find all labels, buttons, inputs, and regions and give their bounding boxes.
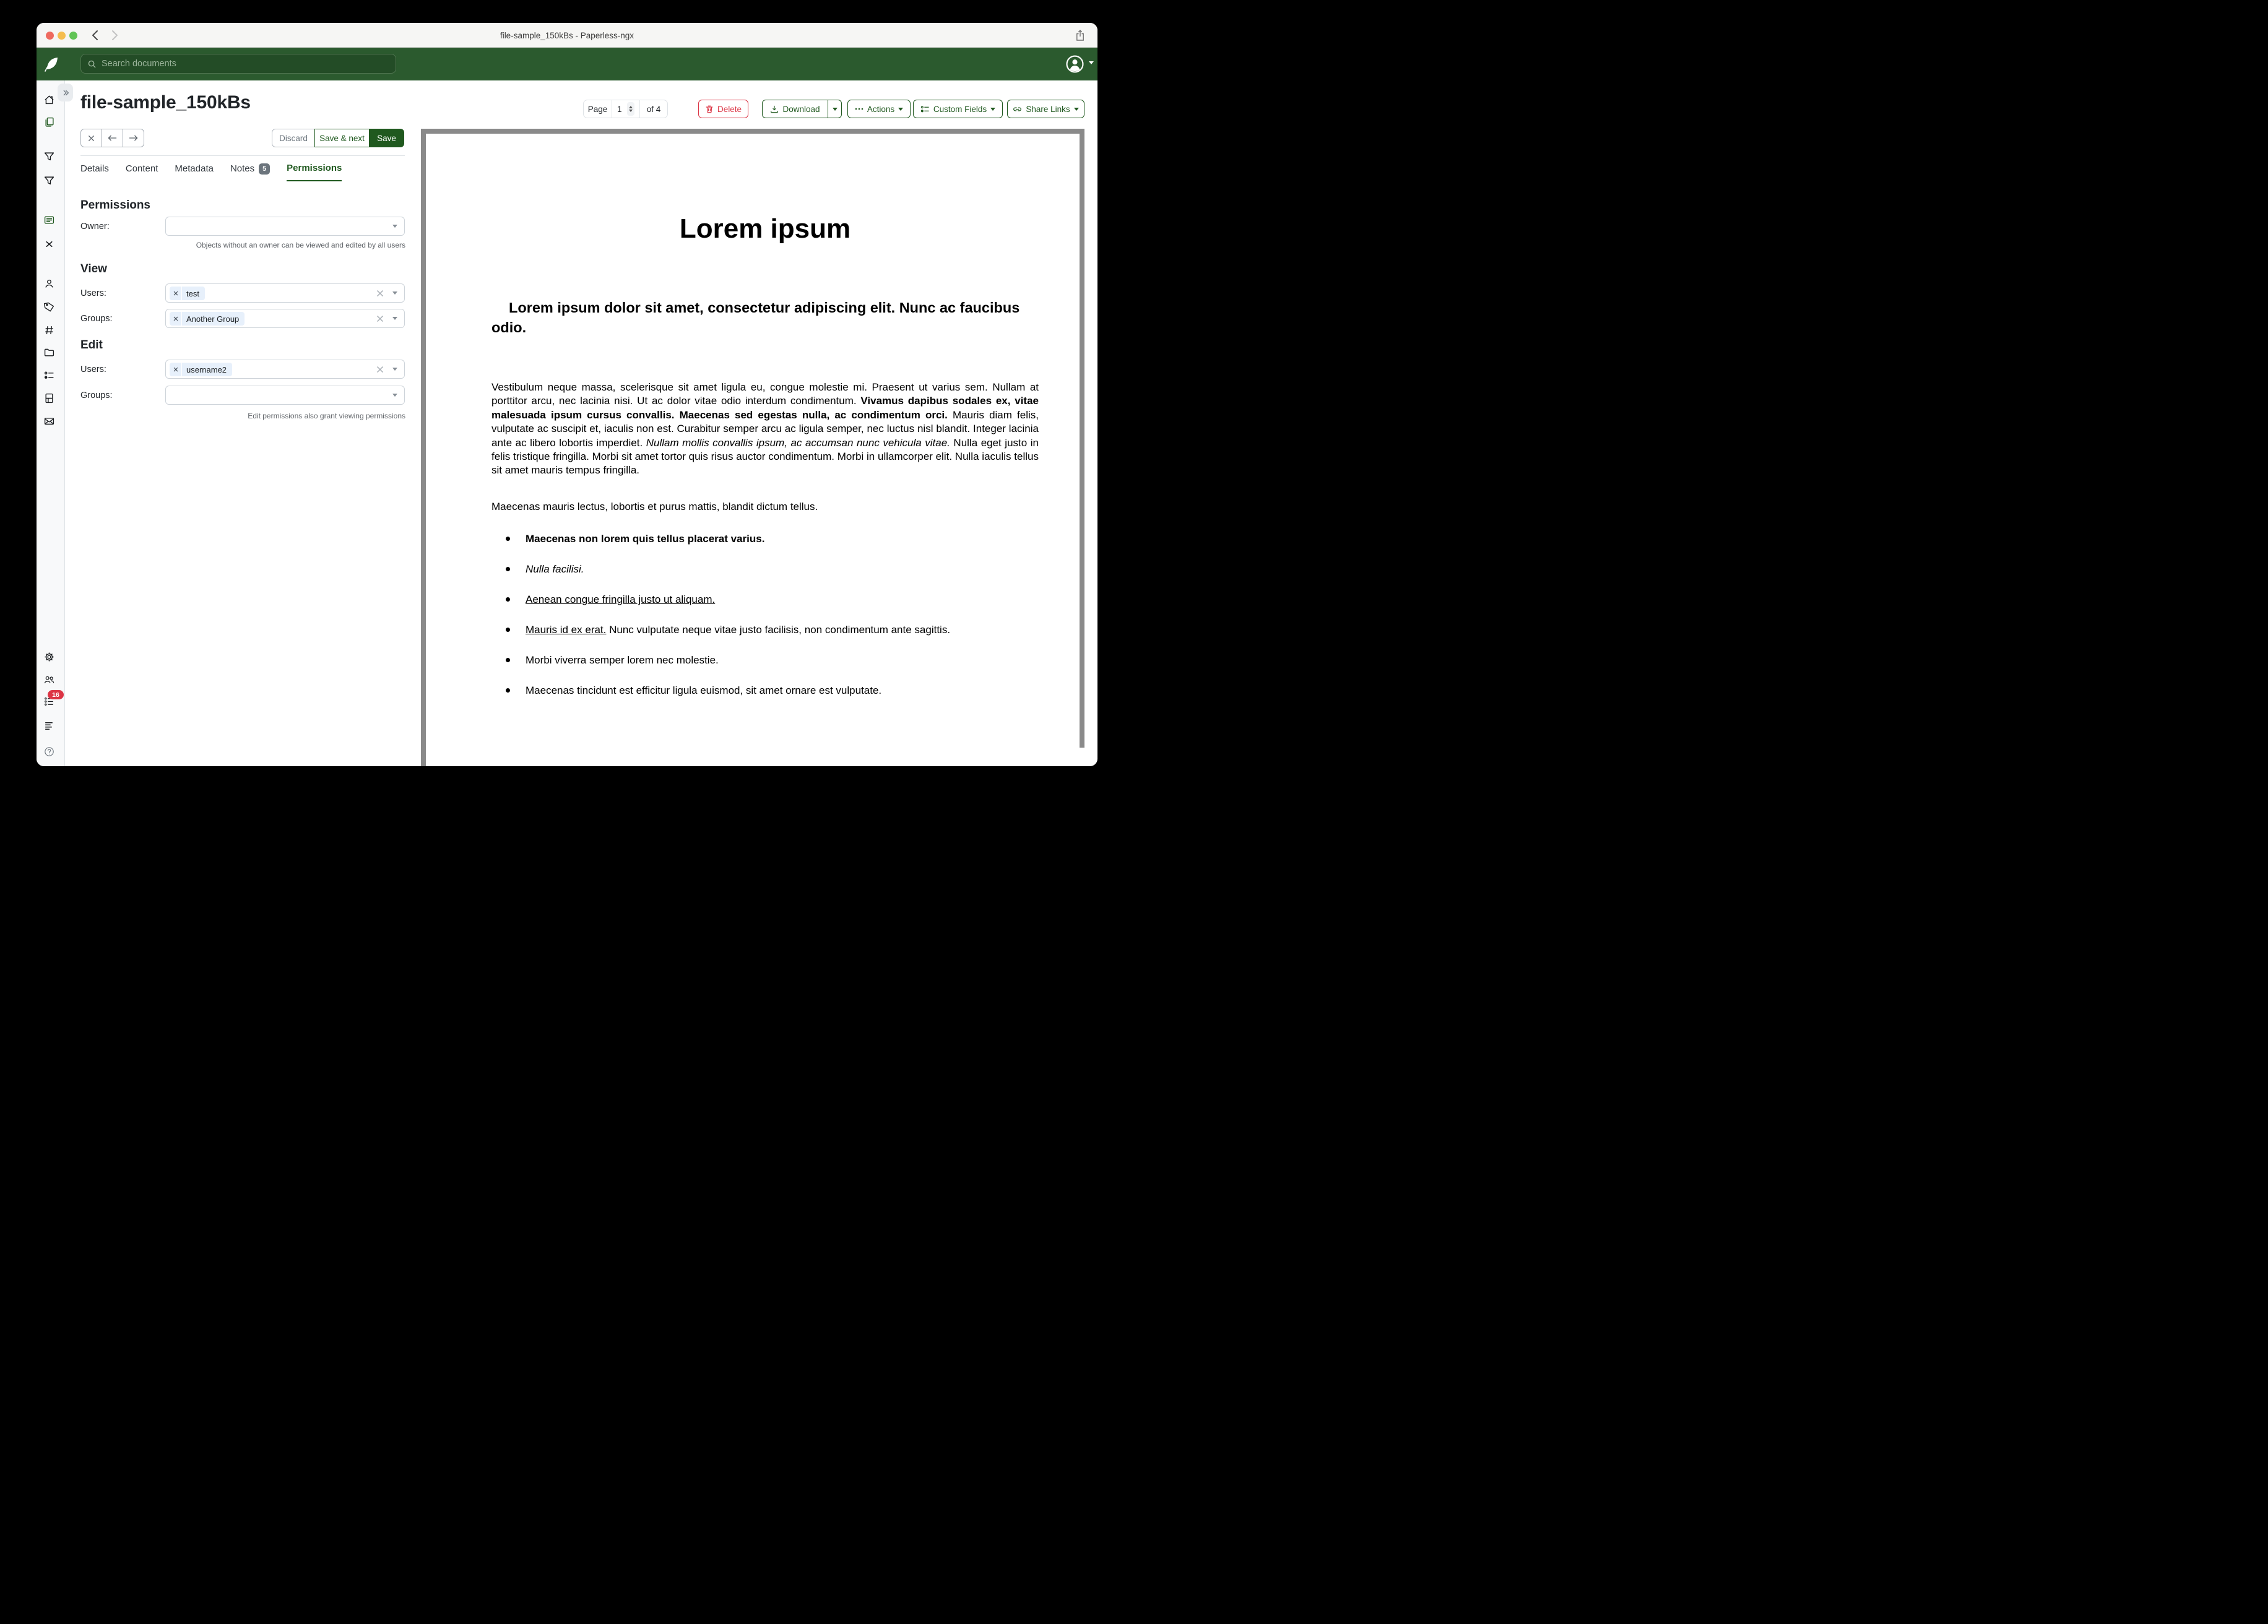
mail-icon[interactable] <box>44 416 54 426</box>
sidebar-expand-button[interactable] <box>58 84 73 102</box>
custom-fields-dropdown-button[interactable] <box>913 100 1003 118</box>
doc-text: Nunc vulputate neque vitae justo facilisis, non condimentum ante sagittis. <box>606 624 951 636</box>
titlebar <box>37 23 1097 48</box>
caret-down-icon <box>1074 108 1079 113</box>
spinner-up-icon <box>629 104 633 108</box>
doc-heading: Lorem ipsum <box>679 214 851 244</box>
saved-view-filter-icon-2[interactable] <box>44 176 54 186</box>
edit-groups-select[interactable] <box>165 386 405 405</box>
edit-user-chip <box>170 363 232 376</box>
edit-users-label: Users: <box>80 365 106 374</box>
pdf-preview[interactable] <box>421 129 1084 766</box>
paperless-logo-icon <box>45 57 58 72</box>
document-types-icon[interactable] <box>44 325 54 335</box>
doc-text: Mauris diam felis, vulputate ac suscipit et, iaculis non est. Curabitur semper arcu ac ligula semper, nec luctus nisl blandit. Integer lacinia ante ac libero lobortis imperdiet. <box>491 408 1039 449</box>
discard-button[interactable] <box>272 129 315 147</box>
page-label: Page <box>587 104 608 114</box>
share-links-label: Share Links <box>1026 104 1070 114</box>
chevron-down-icon <box>1089 61 1094 67</box>
settings-icon[interactable] <box>44 652 54 662</box>
caret-down-icon <box>833 108 838 113</box>
view-groups-label: Groups: <box>80 314 113 324</box>
user-menu[interactable] <box>1065 54 1094 74</box>
doc-nav-group <box>80 129 144 147</box>
delete-button[interactable] <box>698 100 748 118</box>
caret-down-icon <box>392 317 397 322</box>
avatar-icon <box>1065 54 1084 74</box>
doc-text-bold: Maecenas non lorem quis tellus placerat varius. <box>526 533 765 545</box>
close-document-button[interactable] <box>80 129 102 147</box>
search-input[interactable] <box>102 59 389 69</box>
tags-icon[interactable] <box>44 301 54 312</box>
download-label: Download <box>782 104 820 114</box>
custom-fields-icon <box>920 105 930 114</box>
logs-icon[interactable] <box>44 720 54 731</box>
list-item <box>526 621 1039 639</box>
tab-content[interactable] <box>126 163 158 181</box>
storage-paths-icon[interactable] <box>44 347 54 358</box>
doc-text-bold: Vivamus dapibus sodales ex, vitae malesuada ipsum cursus convallis. Maecenas sed egestas nulla, ac condimentum orci. <box>491 395 1039 421</box>
document-tabs <box>80 163 342 181</box>
edit-users-select[interactable] <box>165 360 405 379</box>
save-button[interactable] <box>369 129 404 147</box>
caret-down-icon <box>898 108 903 113</box>
users-groups-icon[interactable] <box>44 675 54 685</box>
page-title: file-sample_150kBs <box>80 92 251 113</box>
chip-remove-button[interactable] <box>170 312 182 326</box>
list-item <box>526 530 1039 548</box>
save-next-button[interactable] <box>314 129 370 147</box>
save-label: Save <box>377 133 396 143</box>
share-links-dropdown-button[interactable] <box>1007 100 1084 118</box>
workflows-icon[interactable] <box>44 393 54 404</box>
page-input-cell <box>612 100 639 118</box>
view-groups-select[interactable] <box>165 309 405 328</box>
tab-notes[interactable] <box>230 163 270 181</box>
tab-details[interactable] <box>80 163 109 181</box>
permissions-heading: Permissions <box>80 199 150 212</box>
caret-down-icon <box>392 292 397 297</box>
caret-down-icon <box>392 394 397 399</box>
chevron-double-right-icon <box>61 89 70 97</box>
edit-heading: Edit <box>80 339 103 352</box>
doc-text-italic: Nulla facilisi. <box>526 563 584 576</box>
tab-metadata[interactable] <box>175 163 214 181</box>
doc-text-underline: Aenean congue fringilla justo ut aliquam. <box>526 594 716 606</box>
download-button[interactable] <box>762 100 828 118</box>
owner-select[interactable] <box>165 217 405 236</box>
save-next-label: Save & next <box>319 133 365 143</box>
clear-selection-icon[interactable] <box>376 289 384 298</box>
chip-remove-button[interactable] <box>170 287 182 300</box>
chip-label: Another Group <box>186 314 240 324</box>
actions-label: Actions <box>867 104 895 114</box>
pdf-page <box>426 134 1080 766</box>
list-item <box>526 560 1039 578</box>
doc-paragraph <box>491 381 1039 478</box>
tab-notes-label: Notes <box>230 163 255 174</box>
download-options-button[interactable] <box>828 100 842 118</box>
edit-help-text: Edit permissions also grant viewing permissions <box>248 412 405 420</box>
notes-count-badge: 5 <box>259 163 270 175</box>
open-document-icon[interactable] <box>44 215 54 225</box>
close-icon <box>88 135 95 142</box>
custom-fields-icon[interactable] <box>44 370 54 381</box>
doc-text: Nulla eget justo in felis tristique fringilla. Morbi sit amet tortor quis risus auctor condimentum. Morbi in ullamcorper elit. Nulla iaculis tellus sit amet mauris tempus fringilla. <box>491 436 1039 477</box>
trash-icon <box>705 105 714 114</box>
chip-label: username2 <box>186 365 227 374</box>
tab-content-label: Content <box>125 163 158 174</box>
tasks-count-badge: 16 <box>48 690 64 699</box>
caret-down-icon <box>392 225 397 230</box>
download-split-button <box>762 100 842 118</box>
window-title: file-sample_150kBs - Paperless-ngx <box>500 30 634 40</box>
close-icon <box>173 367 178 372</box>
close-icon <box>173 316 178 321</box>
spinner-down-icon <box>629 110 633 114</box>
list-item <box>526 590 1039 608</box>
delete-label: Delete <box>717 104 742 114</box>
close-all-icon[interactable] <box>44 239 54 249</box>
discard-label: Discard <box>279 133 308 143</box>
doc-text: Maecenas tincidunt est efficitur ligula euismod, sit amet ornare est vulputate. <box>526 685 882 697</box>
view-users-select[interactable] <box>165 283 405 303</box>
next-document-button[interactable] <box>123 129 144 147</box>
app-window <box>37 23 1097 766</box>
preview-frame-top <box>421 129 1084 134</box>
caret-down-icon <box>990 108 995 113</box>
doc-text: Morbi viverra semper lorem nec molestie. <box>526 654 719 667</box>
edit-groups-label: Groups: <box>80 391 113 400</box>
arrow-left-icon <box>108 134 117 142</box>
list-item <box>526 681 1039 699</box>
tab-permissions[interactable] <box>287 163 342 181</box>
documents-icon[interactable] <box>44 117 54 127</box>
arrow-right-icon <box>129 134 138 142</box>
link-icon <box>1013 105 1022 114</box>
tab-metadata-label: Metadata <box>175 163 214 174</box>
search-icon <box>87 59 97 69</box>
previous-document-button[interactable] <box>102 129 123 147</box>
app-header <box>37 48 1097 80</box>
clear-selection-icon[interactable] <box>376 365 384 374</box>
home-icon[interactable] <box>44 95 54 105</box>
view-users-label: Users: <box>80 288 106 298</box>
saved-view-filter-icon[interactable] <box>44 152 54 162</box>
clear-selection-icon[interactable] <box>376 314 384 323</box>
tab-permissions-label: Permissions <box>287 163 342 173</box>
preview-scrollbar[interactable] <box>1080 129 1084 748</box>
tab-details-label: Details <box>80 163 109 174</box>
view-user-chip <box>170 287 205 300</box>
doc-paragraph: Maecenas mauris lectus, lobortis et purus mattis, blandit dictum tellus. <box>491 500 818 512</box>
doc-bullet-list <box>491 530 1039 699</box>
owner-label: Owner: <box>80 222 110 231</box>
owner-help-text: Objects without an owner can be viewed and edited by all users <box>196 241 405 249</box>
global-search <box>80 54 396 74</box>
custom-fields-label: Custom Fields <box>933 104 987 114</box>
page-navigation <box>583 100 668 118</box>
page-number-input[interactable] <box>617 105 625 114</box>
preview-frame-left <box>421 129 426 766</box>
correspondents-icon[interactable] <box>44 279 54 289</box>
list-item <box>526 651 1039 669</box>
divider <box>80 155 405 156</box>
download-icon <box>770 105 779 114</box>
close-icon <box>173 291 178 296</box>
chip-label: test <box>186 288 199 298</box>
caret-down-icon <box>392 368 397 373</box>
page-spinner[interactable] <box>627 102 634 116</box>
doc-text: Vestibulum neque massa, scelerisque sit amet ligula eu, congue molestie mi. Praesent ut varius sem. Nullam at porttitor arcu, nec lacinia nisi. Ut ac dolor vitae odio interdum condimentum. <box>491 381 1039 407</box>
page-count-label: of 4 <box>639 100 667 118</box>
chip-remove-button[interactable] <box>170 363 182 376</box>
actions-dropdown-button[interactable] <box>847 100 911 118</box>
save-actions-group <box>272 129 404 147</box>
doc-text-italic: Nullam mollis convallis ipsum, ac accumsan nunc vehicula vitae. <box>646 436 950 449</box>
view-group-chip <box>170 312 245 326</box>
doc-subheading: Lorem ipsum dolor sit amet, consectetur adipiscing elit. Nunc ac faucibus odio. <box>491 300 1020 335</box>
share-button[interactable] <box>1073 28 1088 43</box>
three-dots-icon <box>855 107 863 111</box>
doc-text-underline: Mauris id ex erat. <box>526 624 607 636</box>
view-heading: View <box>80 262 107 275</box>
share-icon <box>1075 30 1085 41</box>
documentation-icon[interactable] <box>44 746 54 757</box>
